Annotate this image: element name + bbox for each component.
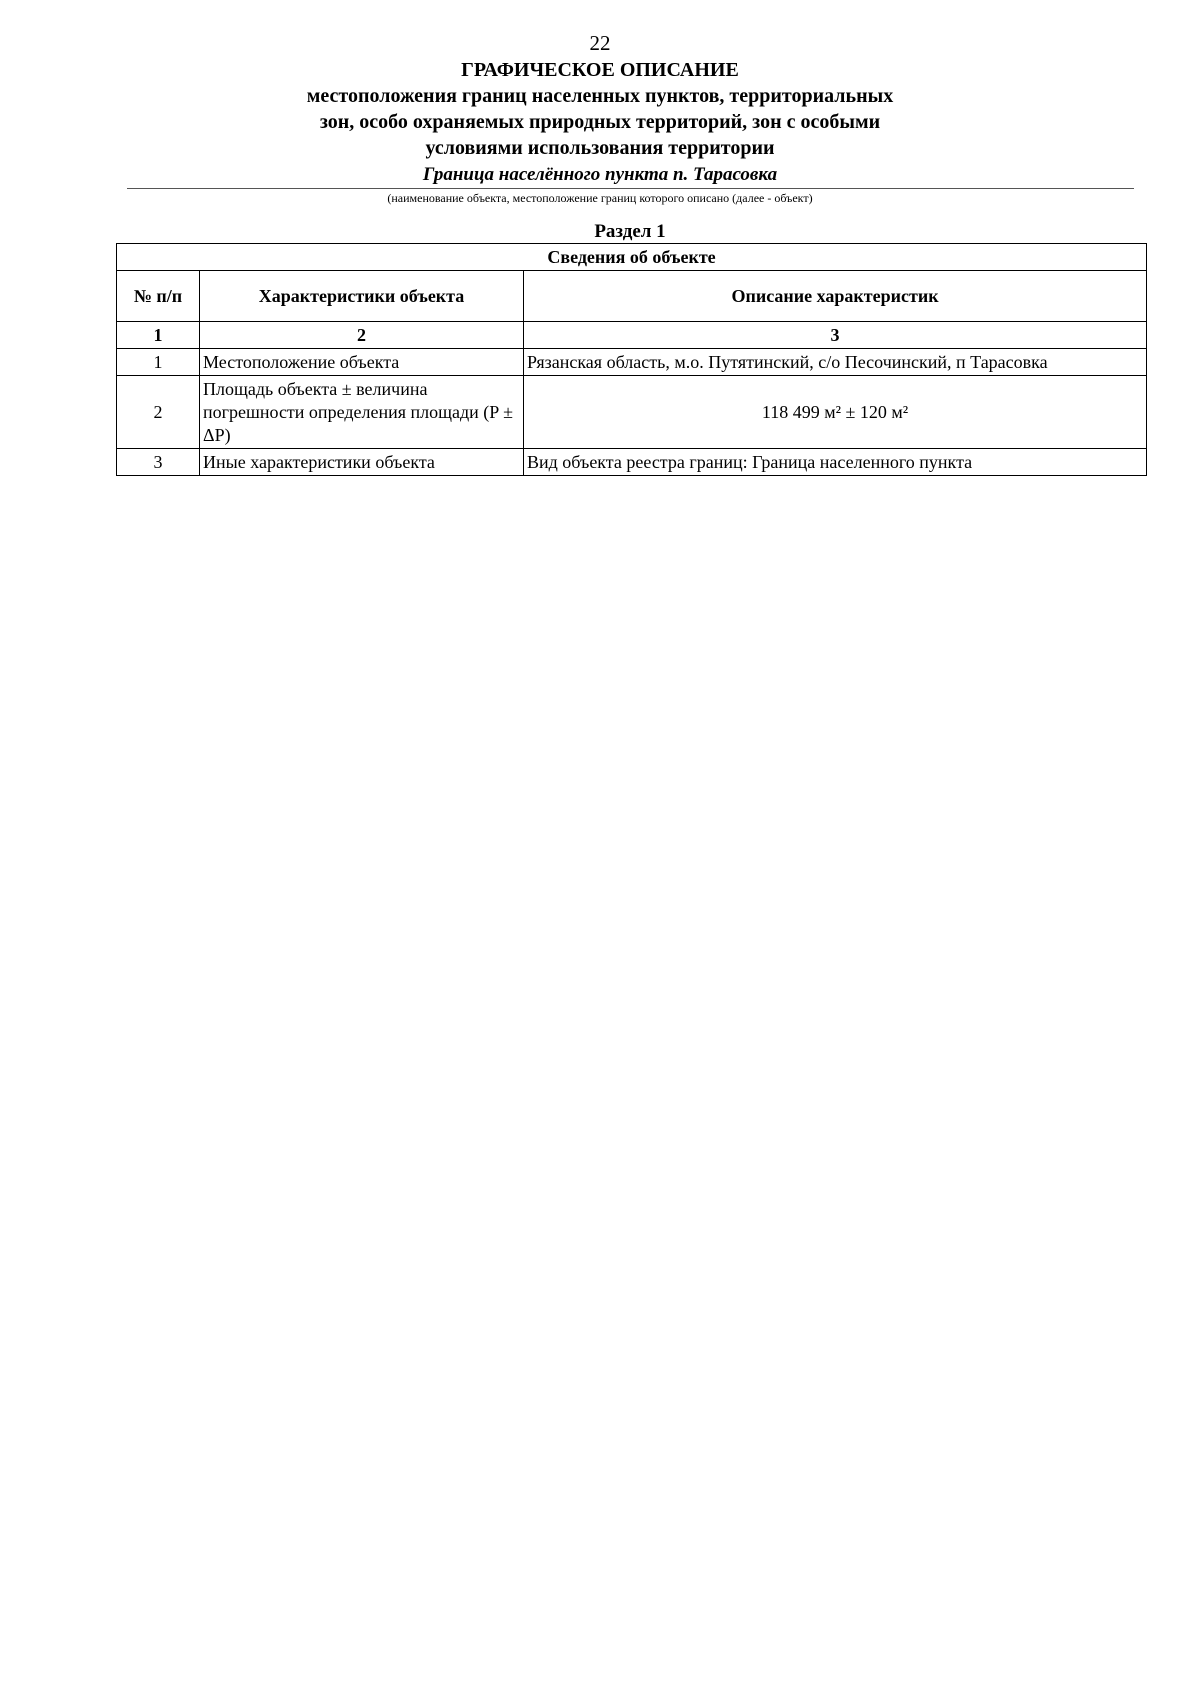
table-row — [117, 376, 1147, 449]
table-row — [117, 449, 1147, 476]
column-number: 2 — [200, 322, 524, 349]
document-heading — [0, 57, 1200, 161]
column-number: 3 — [524, 322, 1147, 349]
row-num: 2 — [117, 376, 200, 449]
row-characteristic: Иные характеристики объекта — [200, 449, 524, 476]
object-info-table — [116, 243, 1147, 476]
row-characteristic: Площадь объекта ± величина погрешности определения площади (P ± ΔP) — [200, 376, 524, 449]
header-num: № п/п — [117, 271, 200, 322]
header-characteristic: Характеристики объекта — [200, 271, 524, 322]
table-header-row — [117, 271, 1147, 322]
object-caption: (наименование объекта, местоположение границ которого описано (далее - объект) — [387, 191, 813, 205]
heading-title: ГРАФИЧЕСКОЕ ОПИСАНИЕ — [461, 59, 739, 81]
table-title-row — [117, 244, 1147, 271]
heading-line: зон, особо охраняемых природных территорий, зон с особыми — [319, 111, 881, 133]
row-characteristic: Местоположение объекта — [200, 349, 524, 376]
table-row — [117, 349, 1147, 376]
row-description: Рязанская область, м.о. Путятинский, с/о Песочинский, п Тарасовка — [524, 349, 1147, 376]
column-number: 1 — [117, 322, 200, 349]
heading-line: условиями использования территории — [425, 137, 775, 159]
row-description: 118 499 м² ± 120 м² — [524, 376, 1147, 449]
row-num: 3 — [117, 449, 200, 476]
row-num: 1 — [117, 349, 200, 376]
section-title: Раздел 1 — [594, 221, 666, 242]
column-number-row — [117, 322, 1147, 349]
table-title: Сведения об объекте — [117, 244, 1147, 271]
object-name-underline — [127, 188, 1134, 189]
row-description: Вид объекта реестра границ: Граница населенного пункта — [524, 449, 1147, 476]
page-number: 22 — [589, 31, 611, 55]
heading-line: местоположения границ населенных пунктов, территориальных — [306, 85, 894, 107]
object-name: Граница населённого пункта п. Тарасовка — [422, 164, 778, 185]
header-description: Описание характеристик — [524, 271, 1147, 322]
